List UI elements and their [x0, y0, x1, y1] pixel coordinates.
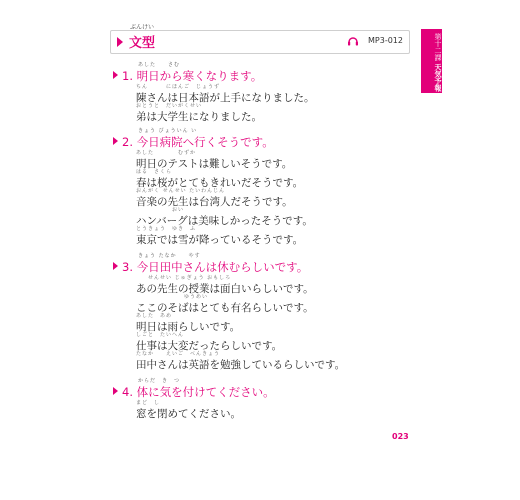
header-title: 文型: [129, 36, 156, 51]
heading-ruby: からだ き つ: [138, 378, 181, 384]
example-text: 春は桜がとてもきれいだそうです。: [136, 177, 304, 189]
example-sentence: [122, 150, 422, 169]
example-text: 陳さんは日本語が上手になりました。: [136, 92, 315, 104]
page-number: 023: [392, 432, 409, 441]
example-ruby: せんせい じゅぎょう おもしろ: [136, 275, 232, 281]
example-text: 窓を閉めてください。: [136, 408, 241, 420]
pattern-section-2: [122, 128, 422, 245]
example-ruby: おとうと だいがくせい: [136, 103, 203, 109]
example-sentence: [122, 294, 422, 313]
lesson-number: 第十二課: [434, 33, 442, 62]
example-sentence: [122, 207, 422, 226]
pattern-heading: [122, 253, 422, 275]
bullet-arrow-icon: [113, 387, 118, 395]
heading-text: [122, 384, 275, 400]
lesson-title: 天気予報: [434, 63, 442, 92]
example-ruby: おい: [136, 207, 185, 213]
pattern-sentence: 今日田中さんは休むらしいです。: [136, 260, 309, 274]
example-ruby: はる さくら: [136, 169, 173, 175]
example-text: 明日は雨らしいです。: [136, 321, 241, 333]
example-sentence: [122, 103, 422, 122]
heading-text: [122, 259, 308, 275]
example-text: 弟は大学生になりました。: [136, 111, 262, 123]
pattern-section-1: [122, 62, 422, 122]
example-sentence: [122, 275, 422, 294]
pattern-heading: [122, 378, 422, 400]
example-text: 仕事は大変だったらしいです。: [136, 340, 283, 352]
example-sentence: [122, 188, 422, 207]
pattern-sentence: 明日から寒くなります。: [136, 69, 263, 83]
example-text: ここのそばはとても有名らしいです。: [136, 302, 314, 314]
pattern-number: 2.: [122, 135, 133, 149]
header-title-ruby: ぶんけい: [130, 24, 155, 31]
header-arrow-icon: [117, 37, 123, 47]
bullet-arrow-icon: [113, 71, 118, 79]
example-text: あの先生の授業は面白いらしいです。: [136, 283, 314, 295]
example-ruby: おんがく せんせい たいわんじん: [136, 188, 226, 194]
example-text: 東京では雪が降っているそうです。: [136, 234, 304, 246]
section-header: [110, 24, 410, 54]
example-sentence: [122, 332, 422, 351]
pattern-number: 4.: [122, 385, 133, 399]
example-ruby: たなか えいご べんきょう: [136, 351, 221, 357]
pattern-section-3: [122, 253, 422, 370]
pattern-sentence: 体に気を付けてください。: [136, 385, 275, 399]
example-ruby: ちん にほんご じょうず: [136, 84, 221, 90]
heading-text: [122, 134, 274, 150]
example-sentence: [122, 84, 422, 103]
pattern-number: 3.: [122, 260, 133, 274]
example-sentence: [122, 400, 422, 419]
example-text: 明日のテストは難しいそうです。: [136, 158, 293, 170]
example-text: 田中さんは英語を勉強しているらしいです。: [136, 359, 346, 371]
example-ruby: まど し: [136, 400, 161, 406]
example-text: ハンバーグは美味しかったそうです。: [136, 215, 313, 227]
example-sentence: [122, 169, 422, 188]
bullet-arrow-icon: [113, 262, 118, 270]
lesson-side-tab: [421, 29, 442, 93]
pattern-section-4: [122, 378, 422, 419]
example-ruby: あした あめ: [136, 313, 173, 319]
pattern-number: 1.: [122, 69, 133, 83]
example-ruby: ゆうめい: [136, 294, 209, 300]
heading-text: [122, 68, 262, 84]
heading-ruby: きょう たなか やす: [138, 253, 201, 259]
example-ruby: とうきょう ゆき ふ: [136, 226, 197, 232]
pattern-sentence: 今日病院へ行くそうです。: [136, 135, 274, 149]
example-ruby: あした むずか: [136, 150, 197, 156]
example-sentence: [122, 226, 422, 245]
pattern-heading: [122, 62, 422, 84]
heading-ruby: あした さむ: [138, 62, 181, 68]
bullet-arrow-icon: [113, 137, 118, 145]
audio-track-label[interactable]: MP3-012: [368, 36, 403, 45]
pattern-heading: [122, 128, 422, 150]
example-text: 音楽の先生は台湾人だそうです。: [136, 196, 293, 208]
example-sentence: [122, 351, 422, 370]
headphones-icon[interactable]: [347, 35, 359, 47]
example-ruby: しごと たいへん: [136, 332, 185, 338]
heading-ruby: きょう びょういん い: [138, 128, 198, 134]
example-sentence: [122, 313, 422, 332]
